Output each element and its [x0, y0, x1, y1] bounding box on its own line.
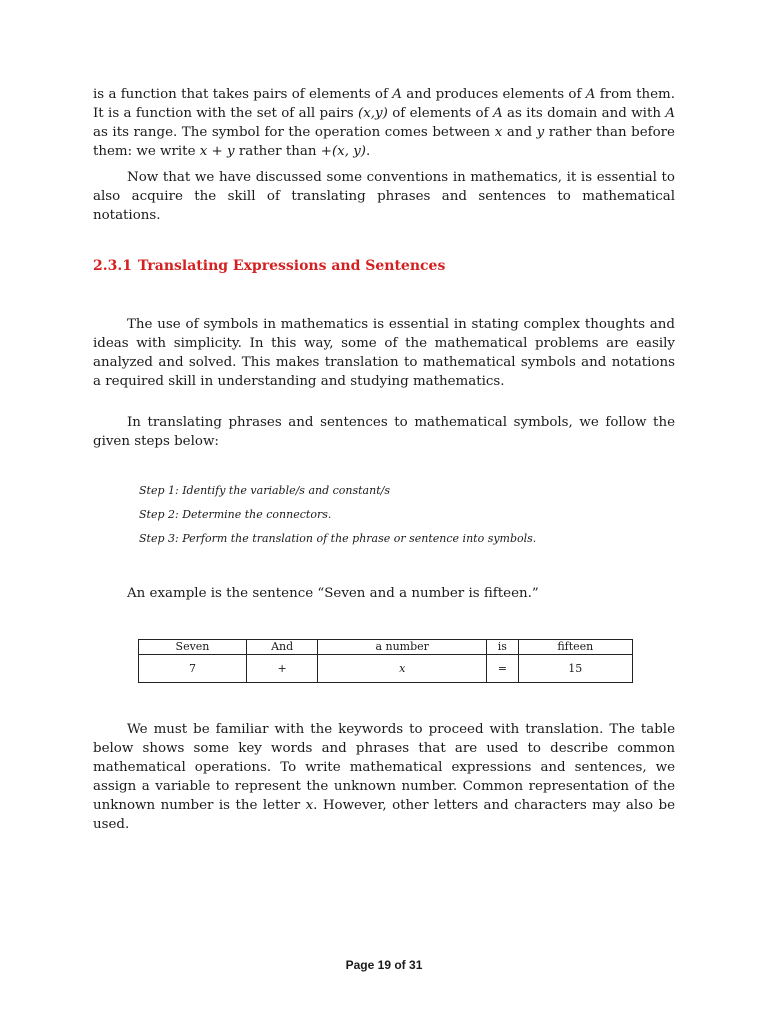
section-heading	[93, 258, 445, 274]
paragraph-symbols-intro: The use of symbols in mathematics is essential in stating complex thoughts and ideas with simplicity. In this way, some of the mathematical problems are easily analyzed and solved. This makes translation to mathematical symbols and notations a required skill in understanding and studying mathematics.	[93, 317, 675, 389]
step-item: Step 3: Perform the translation of the phrase or sentence into symbols.	[139, 532, 537, 545]
page-footer: Page 19 of 31	[345, 958, 423, 972]
translation-table	[138, 639, 633, 683]
table-cell: +	[246, 655, 317, 683]
table-cell: Seven	[139, 640, 247, 655]
paragraph-keywords: We must be familiar with the keywords to proceed with translation. The table below shows some key words and phrases that are used to describe common mathematical operations. To write mathematical expressions and sentences, we assign a variable to represent the unknown number. Common representation of the unknown number is the letter x. However, other letters and characters may also be used.	[93, 722, 675, 832]
table-cell: a number	[318, 640, 487, 655]
paragraph-conventions: Now that we have discussed some conventions in mathematics, it is essential to also acquire the skill of translating phrases and sentences to mathematical notations.	[93, 170, 675, 223]
section-number: 2.3.1	[93, 258, 132, 274]
steps-list	[139, 485, 536, 557]
paragraph-function-definition: is a function that takes pairs of elements of A and produces elements of A from them. It is a function with the set of all pairs (x,y) of elements of A as its domain and with A as its range. The symbol for the operation comes between x and y rather than before them: we write x + y rather than +(x, y).	[93, 87, 676, 159]
step-item: Step 2: Determine the connectors.	[139, 508, 332, 521]
table-header-row	[139, 640, 633, 655]
table-cell: And	[246, 640, 317, 655]
paragraph-steps-intro: In translating phrases and sentences to mathematical symbols, we follow the given steps below:	[93, 415, 675, 449]
step-item: Step 1: Identify the variable/s and constant/s	[139, 484, 390, 497]
section-title: Translating Expressions and Sentences	[137, 258, 446, 274]
table-cell: =	[486, 655, 518, 683]
table-cell: x	[318, 655, 487, 683]
table-cell: is	[486, 640, 518, 655]
table-cell: fifteen	[518, 640, 632, 655]
table-cell: 15	[518, 655, 632, 683]
page-total: 31	[409, 958, 423, 972]
page-number: 19	[377, 958, 391, 972]
table-cell: 7	[139, 655, 247, 683]
table-row	[139, 655, 633, 683]
example-sentence: An example is the sentence “Seven and a number is fifteen.”	[127, 586, 539, 601]
